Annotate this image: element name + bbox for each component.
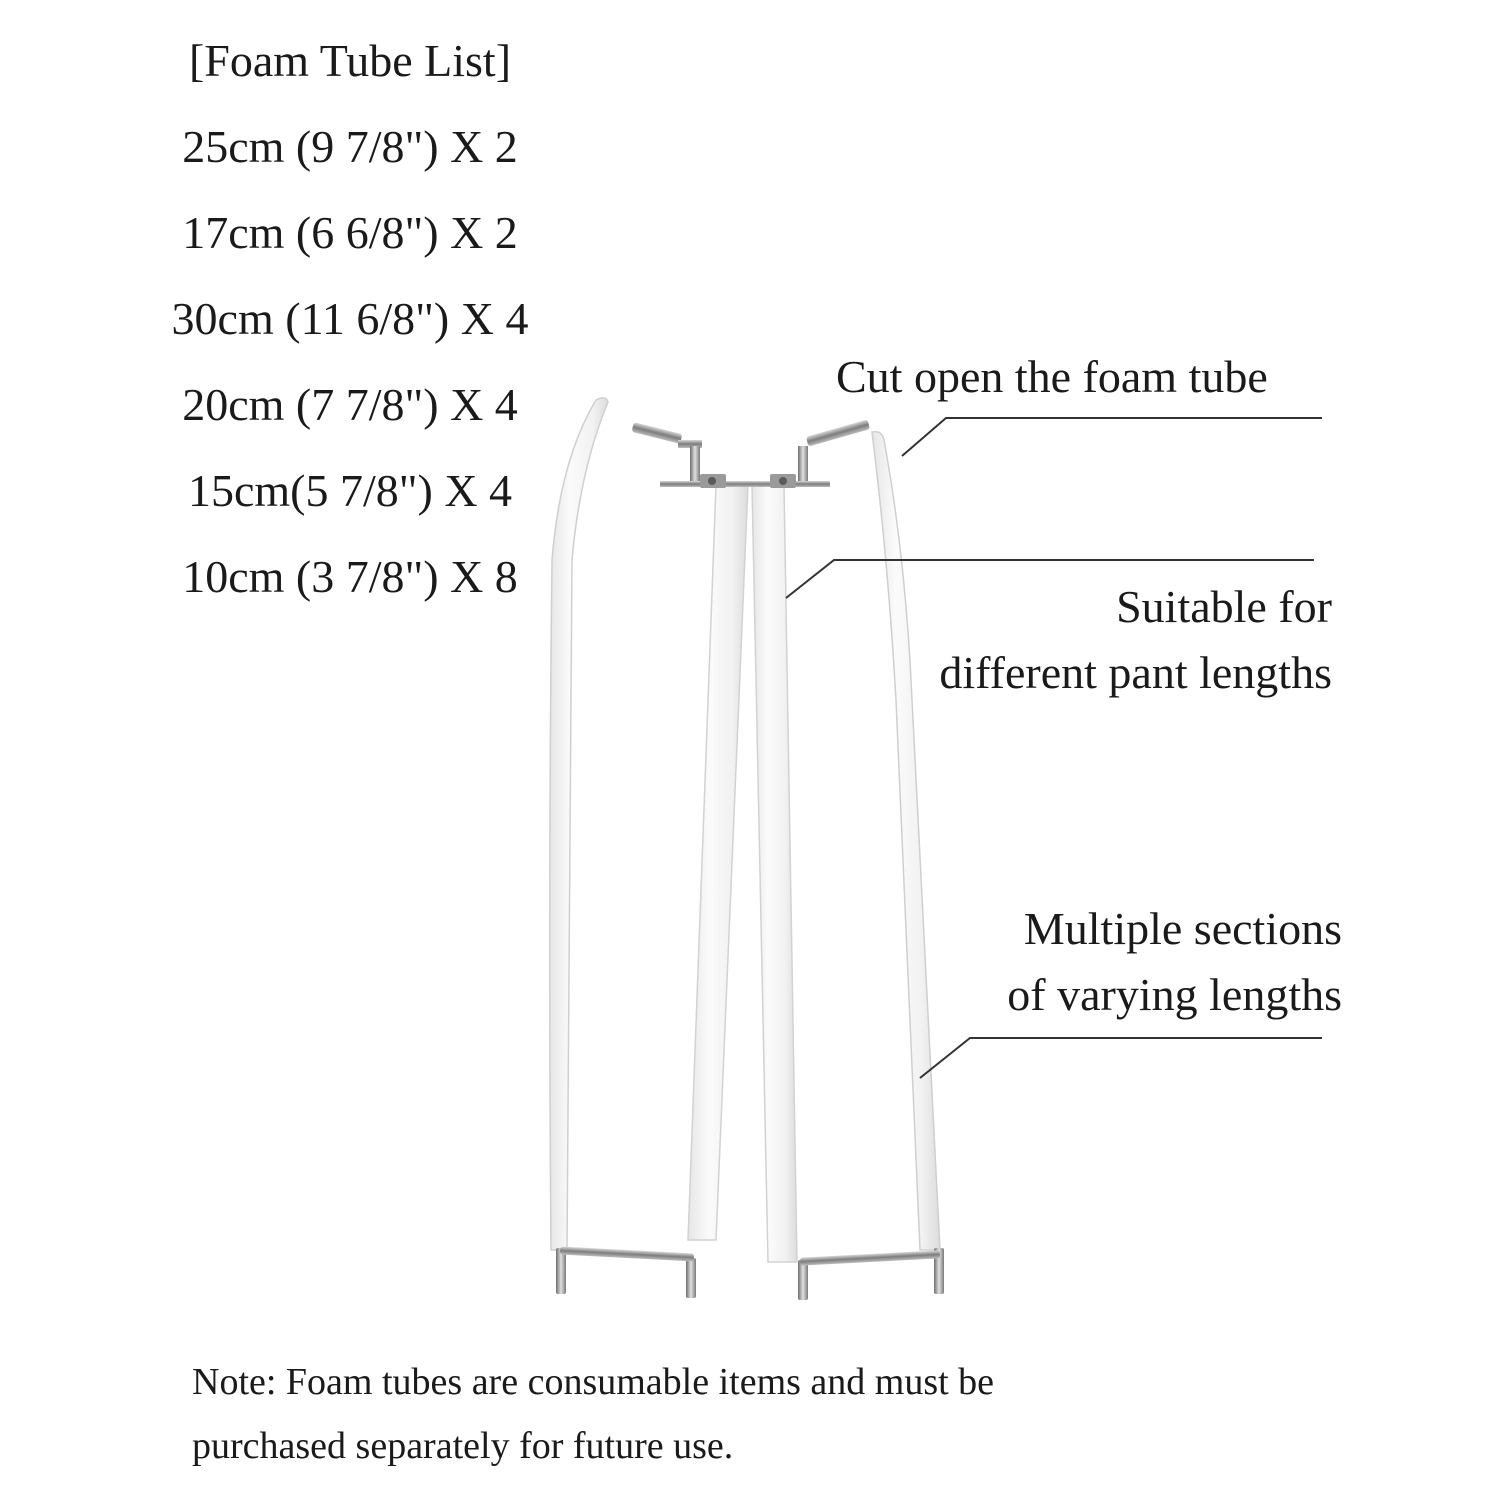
- callout-suitable: [939, 574, 1332, 706]
- foam-tube-item: 25cm (9 7/8") X 2: [182, 121, 518, 172]
- foam-tube-item: 15cm(5 7/8") X 4: [187, 465, 513, 516]
- foam-tube-right-inner: [752, 485, 797, 1262]
- foam-tube-list: [140, 18, 560, 620]
- foam-tube-item: 10cm (3 7/8") X 8: [182, 551, 518, 602]
- pant-stretcher-image: [520, 380, 1000, 1340]
- callout-suitable-line2: different pant lengths: [939, 647, 1332, 698]
- foam-tube-list-title: [Foam Tube List]: [188, 35, 512, 86]
- foam-tube-left-outer: [550, 398, 608, 1250]
- top-adjuster-mechanism: [632, 419, 871, 488]
- bottom-right-bracket: [798, 1248, 944, 1300]
- foam-tube-item: 17cm (6 6/8") X 2: [182, 207, 518, 258]
- callout-multiple-sections: [1007, 896, 1342, 1028]
- foam-tube-item: 20cm (7 7/8") X 4: [182, 379, 518, 430]
- callout-cut-open: Cut open the foam tube: [836, 351, 1268, 402]
- callout-suitable-line1: Suitable for: [1116, 581, 1332, 632]
- foam-tube-left-inner: [688, 485, 748, 1240]
- foam-tube-right-outer: [872, 432, 940, 1250]
- callout-multiple-line2: of varying lengths: [1007, 969, 1342, 1020]
- note-line2: purchased separately for future use.: [192, 1425, 734, 1467]
- note-line1: Note: Foam tubes are consumable items and must be: [192, 1361, 995, 1403]
- bottom-left-bracket: [556, 1246, 696, 1298]
- callout-multiple-line1: Multiple sections: [1023, 903, 1342, 954]
- foam-tube-item: 30cm (11 6/8") X 4: [171, 293, 529, 344]
- consumable-note: [192, 1356, 1292, 1472]
